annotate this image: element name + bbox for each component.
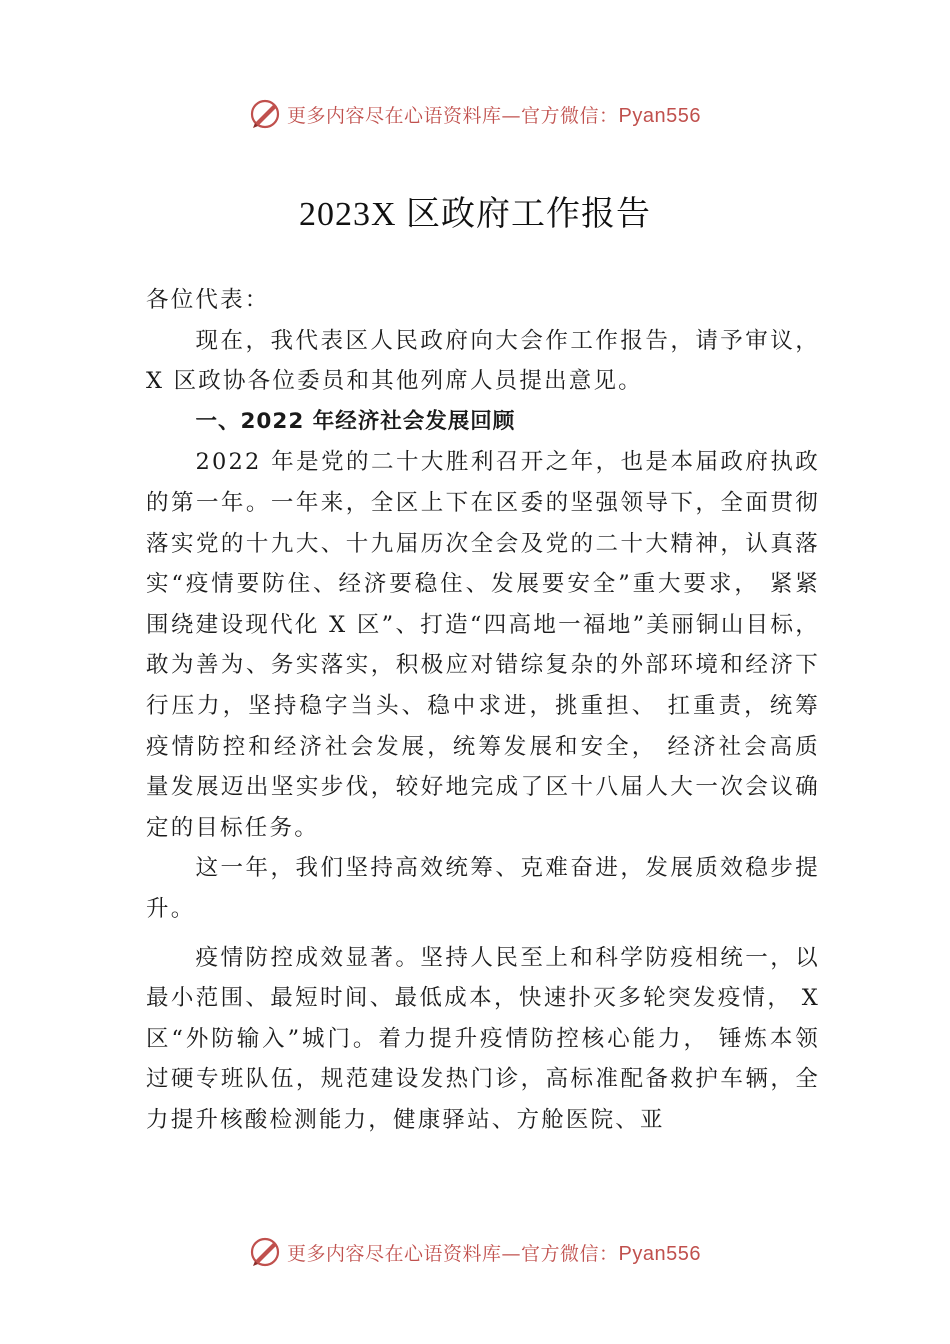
pen-circle-logo-icon — [249, 1236, 281, 1268]
paragraph-1: 2022 年是党的二十大胜利召开之年，也是本届政府执政的第一年。一年来，全区上下在区委的坚强领导下，全面贯彻落实党的十九大、十九届历次全会及党的二十大精神，认真落实“疫情要防住、经济要稳住、发展要安全”重大要求， 紧紧围绕建设现代化 X 区”、打造“四高地一福地”美丽铜山目标，敢为善为、务实落实，积极应对错综复杂的外部环境和经济下行压力，坚持稳字当头、稳中求进，挑重担、 扛重责，统筹疫情防控和经济社会发展，统筹发展和安全， 经济社会高质量发展迈出坚实步伐，较好地完成了区十八届人大一次会议确定的目标任务。 — [146, 449, 820, 841]
intro-paragraph: 现在，我代表区人民政府向大会作工作报告，请予审议，X 区政协各位委员和其他列席人员提出意见。 — [146, 327, 820, 395]
pen-circle-logo-icon — [249, 98, 281, 130]
salutation: 各位代表： — [146, 287, 270, 313]
document-body — [146, 280, 820, 1140]
banner-handle: Pyan556 — [618, 104, 701, 127]
header-banner — [0, 94, 950, 134]
paragraph-2: 这一年，我们坚持高效统筹、克难奋进，发展质效稳步提升。 — [146, 855, 820, 922]
footer-banner — [0, 1232, 950, 1272]
page-title: 2023X 区政府工作报告 — [298, 196, 652, 233]
banner-handle: Pyan556 — [618, 1242, 701, 1265]
banner-text: 更多内容尽在心语资料库—官方微信：Pyan556 — [287, 104, 701, 127]
banner-text: 更多内容尽在心语资料库—官方微信：Pyan556 — [287, 1242, 701, 1265]
paragraph-3: 疫情防控成效显著。坚持人民至上和科学防疫相统一，以最小范围、最短时间、最低成本，快速扑灭多轮突发疫情， X 区“外防输入”城门。着力提升疫情防控核心能力， 锤炼本领过硬专班队伍，规范建设发热门诊，高标准配备救护车辆，全力提升核酸检测能力，健康驿站、方舱医院、亚 — [146, 944, 820, 1133]
section-heading: 一、2022 年经济社会发展回顾 — [195, 408, 516, 434]
